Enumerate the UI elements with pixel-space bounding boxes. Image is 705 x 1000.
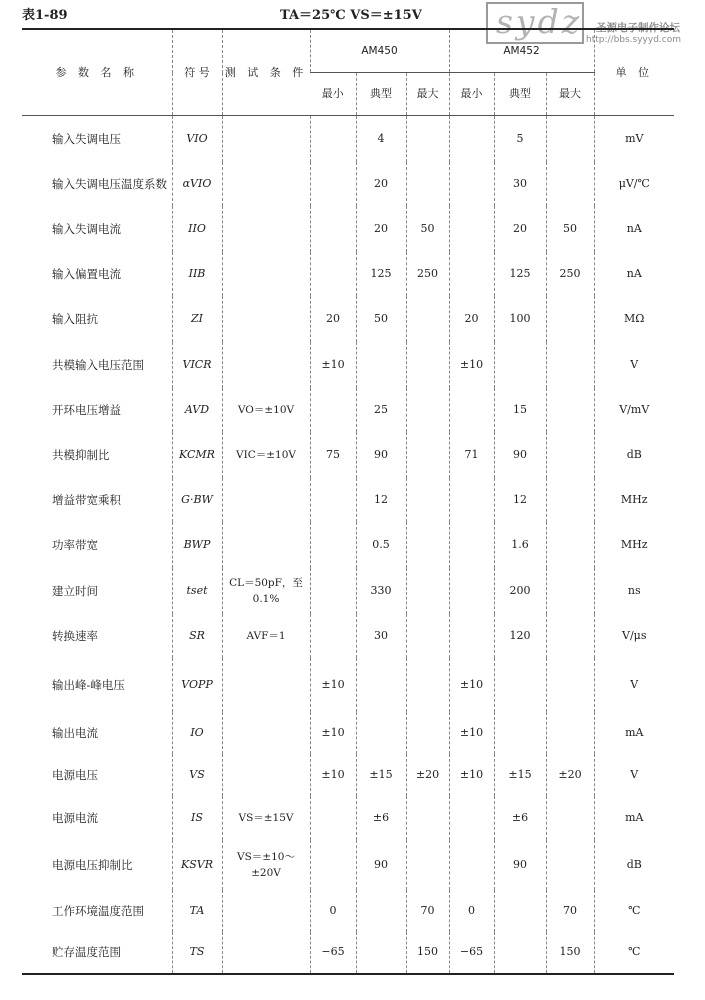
unit-cell: mA: [594, 712, 674, 754]
header-b-typ: 典型: [494, 73, 546, 116]
am450-min-cell: ±10: [310, 658, 356, 712]
am450-typ-cell: 30: [356, 614, 406, 658]
am450-min-cell: ±10: [310, 754, 356, 796]
param-cell: 贮存温度范围: [22, 932, 172, 974]
param-cell: 工作环境温度范围: [52, 903, 144, 918]
table-body: [22, 116, 674, 974]
am450-typ-cell: [356, 712, 406, 754]
spec-table: [22, 28, 674, 975]
am450-typ-cell: 125: [356, 252, 406, 296]
condition-cell: [222, 342, 310, 388]
unit-cell: mA: [594, 796, 674, 840]
am450-typ-cell: 20: [356, 162, 406, 206]
am450-max-cell: ±20: [406, 754, 449, 796]
unit-cell: MHz: [594, 478, 674, 522]
param-cell: 输入失调电压: [52, 131, 121, 146]
table-row: [22, 712, 674, 754]
am450-max-cell: [406, 796, 449, 840]
symbol-cell: KCMR: [172, 432, 222, 478]
am450-typ-cell: [356, 342, 406, 388]
am450-typ-cell: ±15: [356, 754, 406, 796]
param-cell: 电源电流: [52, 810, 98, 825]
param-cell: 开环电压增益: [52, 402, 121, 417]
table-row: [22, 388, 674, 432]
am452-typ-cell: ±6: [494, 796, 546, 840]
table-row: [22, 840, 674, 890]
header-b-max: 最大: [546, 73, 594, 116]
header-a-max: 最大: [406, 73, 449, 116]
am452-typ-cell: [494, 342, 546, 388]
am452-min-cell: 0: [449, 890, 494, 932]
am450-typ-cell: 4: [356, 116, 406, 162]
am450-typ-cell: 90: [356, 432, 406, 478]
am452-typ-cell: 90: [494, 432, 546, 478]
am450-max-cell: [406, 116, 449, 162]
symbol-cell: TS: [172, 932, 222, 974]
unit-cell: nA: [594, 252, 674, 296]
am450-min-cell: ±10: [310, 342, 356, 388]
am452-max-cell: [546, 658, 594, 712]
am452-min-cell: [449, 206, 494, 252]
am450-min-cell: −65: [310, 932, 356, 974]
am450-max-cell: 70: [406, 890, 449, 932]
unit-cell: V: [594, 754, 674, 796]
table-row: [22, 478, 674, 522]
symbol-cell: VS: [172, 754, 222, 796]
am452-max-cell: [546, 712, 594, 754]
unit-cell: V/μs: [594, 614, 674, 658]
am450-max-cell: [406, 432, 449, 478]
am450-typ-cell: 25: [356, 388, 406, 432]
header-a-min: 最小: [310, 73, 356, 116]
watermark-logo: sydz: [496, 2, 583, 41]
am450-max-cell: [406, 568, 449, 614]
condition-cell: AVF＝1: [222, 614, 310, 658]
am450-max-cell: 150: [406, 932, 449, 974]
header-param: 参 数 名 称: [22, 29, 172, 116]
am452-typ-cell: 15: [494, 388, 546, 432]
condition-cell: [222, 522, 310, 568]
symbol-cell: tset: [172, 568, 222, 614]
condition-cell: [222, 252, 310, 296]
table-row: [22, 252, 674, 296]
condition-cell: VS＝±10～±20V: [222, 840, 310, 890]
am450-min-cell: [310, 614, 356, 658]
symbol-cell: VIO: [172, 116, 222, 162]
table-row: [22, 296, 674, 342]
condition-cell: [222, 712, 310, 754]
am452-min-cell: [449, 568, 494, 614]
header-group-am450: AM450: [310, 29, 449, 73]
am450-max-cell: [406, 342, 449, 388]
am450-min-cell: [310, 206, 356, 252]
am452-max-cell: 150: [546, 932, 594, 974]
am450-typ-cell: 50: [356, 296, 406, 342]
am450-min-cell: 20: [310, 296, 356, 342]
am452-typ-cell: 100: [494, 296, 546, 342]
table-row: [22, 754, 674, 796]
test-condition-header: TA＝25℃ VS＝±15V: [280, 8, 422, 23]
am452-typ-cell: [494, 658, 546, 712]
am450-typ-cell: ±6: [356, 796, 406, 840]
am452-min-cell: [449, 840, 494, 890]
unit-cell: ns: [594, 568, 674, 614]
condition-cell: [222, 754, 310, 796]
am450-max-cell: [406, 658, 449, 712]
table-row: [22, 162, 674, 206]
symbol-cell: KSVR: [172, 840, 222, 890]
condition-cell: [222, 162, 310, 206]
symbol-cell: IIB: [172, 252, 222, 296]
am452-min-cell: ±10: [449, 712, 494, 754]
am452-max-cell: [546, 432, 594, 478]
param-cell: 共模输入电压范围: [52, 357, 144, 372]
am452-max-cell: [546, 614, 594, 658]
symbol-cell: G·BW: [172, 478, 222, 522]
condition-cell: CL＝50pF，至0.1%: [222, 568, 310, 614]
param-cell: 输出电流: [52, 725, 98, 740]
am452-max-cell: [546, 796, 594, 840]
symbol-cell: AVD: [172, 388, 222, 432]
header-symbol: 符 号: [172, 29, 222, 116]
unit-cell: mV: [594, 116, 674, 162]
am452-min-cell: [449, 478, 494, 522]
am452-typ-cell: 1.6: [494, 522, 546, 568]
am450-typ-cell: 90: [356, 840, 406, 890]
am450-min-cell: ±10: [310, 712, 356, 754]
am452-min-cell: ±10: [449, 342, 494, 388]
symbol-cell: VOPP: [172, 658, 222, 712]
am452-min-cell: [449, 522, 494, 568]
am452-max-cell: [546, 522, 594, 568]
table-number: 表1-89: [22, 8, 68, 23]
am452-min-cell: −65: [449, 932, 494, 974]
am450-typ-cell: [356, 932, 406, 974]
condition-cell: [222, 296, 310, 342]
am452-max-cell: [546, 116, 594, 162]
am452-typ-cell: 120: [494, 614, 546, 658]
am452-typ-cell: [494, 890, 546, 932]
am450-typ-cell: [356, 890, 406, 932]
param-cell: 功率带宽: [52, 537, 98, 552]
unit-cell: ℃: [594, 890, 674, 932]
symbol-cell: αVIO: [172, 162, 222, 206]
param-cell: 增益带宽乘积: [52, 492, 121, 507]
am450-max-cell: [406, 712, 449, 754]
am450-max-cell: [406, 522, 449, 568]
condition-cell: [222, 206, 310, 252]
unit-cell: dB: [594, 432, 674, 478]
am452-typ-cell: ±15: [494, 754, 546, 796]
am452-min-cell: 20: [449, 296, 494, 342]
am452-min-cell: [449, 252, 494, 296]
table-row: [22, 614, 674, 658]
table-row: [22, 432, 674, 478]
am452-min-cell: [449, 388, 494, 432]
table-row: [22, 116, 674, 162]
am452-typ-cell: 90: [494, 840, 546, 890]
watermark-url: http://bbs.syyyd.com: [586, 35, 682, 45]
unit-cell: MΩ: [594, 296, 674, 342]
param-cell: 转换速率: [52, 628, 98, 643]
header-group-am452: AM452: [449, 29, 594, 73]
table-row: [22, 658, 674, 712]
am450-min-cell: [310, 388, 356, 432]
am452-max-cell: 70: [546, 890, 594, 932]
condition-cell: [222, 932, 310, 974]
unit-cell: V: [594, 342, 674, 388]
header-row-top: [22, 29, 674, 73]
am452-min-cell: [449, 796, 494, 840]
am450-typ-cell: 330: [356, 568, 406, 614]
am452-typ-cell: 20: [494, 206, 546, 252]
am452-max-cell: 50: [546, 206, 594, 252]
am452-min-cell: 71: [449, 432, 494, 478]
am450-max-cell: [406, 162, 449, 206]
unit-cell: μV/℃: [594, 162, 674, 206]
header-b-min: 最小: [449, 73, 494, 116]
am450-max-cell: 50: [406, 206, 449, 252]
am450-max-cell: [406, 296, 449, 342]
am450-min-cell: 75: [310, 432, 356, 478]
am452-typ-cell: 125: [494, 252, 546, 296]
unit-cell: ℃: [594, 932, 674, 974]
table-row: [22, 522, 674, 568]
symbol-cell: BWP: [172, 522, 222, 568]
am450-min-cell: [310, 478, 356, 522]
am450-typ-cell: [356, 658, 406, 712]
am452-typ-cell: 12: [494, 478, 546, 522]
am450-min-cell: [310, 568, 356, 614]
table-row: [22, 796, 674, 840]
am452-max-cell: ±20: [546, 754, 594, 796]
unit-cell: MHz: [594, 522, 674, 568]
am452-min-cell: ±10: [449, 754, 494, 796]
am452-max-cell: 250: [546, 252, 594, 296]
symbol-cell: IS: [172, 796, 222, 840]
param-cell: 输入偏置电流: [52, 266, 121, 281]
am450-max-cell: 250: [406, 252, 449, 296]
param-cell: 输入阻抗: [52, 311, 98, 326]
condition-cell: VO＝±10V: [222, 388, 310, 432]
symbol-cell: ZI: [172, 296, 222, 342]
am450-min-cell: [310, 252, 356, 296]
unit-cell: V: [594, 658, 674, 712]
am452-min-cell: [449, 116, 494, 162]
param-cell: 电源电压: [52, 767, 98, 782]
condition-cell: [222, 658, 310, 712]
am452-min-cell: ±10: [449, 658, 494, 712]
am450-min-cell: [310, 840, 356, 890]
am452-typ-cell: 200: [494, 568, 546, 614]
unit-cell: V/mV: [594, 388, 674, 432]
unit-cell: nA: [594, 206, 674, 252]
am450-min-cell: [310, 162, 356, 206]
symbol-cell: TA: [172, 890, 222, 932]
am452-max-cell: [546, 840, 594, 890]
symbol-cell: IIO: [172, 206, 222, 252]
am450-typ-cell: 20: [356, 206, 406, 252]
am450-max-cell: [406, 840, 449, 890]
header-condition: 测 试 条 件: [222, 29, 310, 116]
am450-max-cell: [406, 478, 449, 522]
header-a-typ: 典型: [356, 73, 406, 116]
condition-cell: [222, 116, 310, 162]
am452-max-cell: [546, 296, 594, 342]
am450-min-cell: 0: [310, 890, 356, 932]
am452-max-cell: [546, 342, 594, 388]
param-cell: 建立时间: [52, 583, 98, 598]
symbol-cell: VICR: [172, 342, 222, 388]
table-row: [22, 206, 674, 252]
condition-cell: VIC＝±10V: [222, 432, 310, 478]
param-cell: 输入失调电流: [52, 221, 121, 236]
param-cell: 输入失调电压温度系数: [52, 176, 167, 191]
am452-max-cell: [546, 478, 594, 522]
param-cell: 电源电压抑制比: [52, 857, 133, 872]
am450-typ-cell: 12: [356, 478, 406, 522]
am452-max-cell: [546, 568, 594, 614]
am450-min-cell: [310, 522, 356, 568]
am450-min-cell: [310, 796, 356, 840]
condition-cell: [222, 478, 310, 522]
table-row: [22, 342, 674, 388]
condition-cell: VS＝±15V: [222, 796, 310, 840]
condition-cell: [222, 890, 310, 932]
am452-typ-cell: [494, 712, 546, 754]
header-unit: 单 位: [594, 29, 674, 116]
am452-min-cell: [449, 614, 494, 658]
param-cell: 共模抑制比: [52, 447, 110, 462]
param-cell: 输出峰-峰电压: [52, 677, 125, 692]
am452-max-cell: [546, 162, 594, 206]
unit-cell: dB: [594, 840, 674, 890]
am450-min-cell: [310, 116, 356, 162]
am450-max-cell: [406, 614, 449, 658]
watermark-site-name: 圣源电子制作论坛: [596, 22, 680, 34]
symbol-cell: SR: [172, 614, 222, 658]
am450-max-cell: [406, 388, 449, 432]
am452-typ-cell: 30: [494, 162, 546, 206]
table-row: [22, 890, 674, 932]
am452-max-cell: [546, 388, 594, 432]
table-row: [22, 568, 674, 614]
am452-typ-cell: [494, 932, 546, 974]
symbol-cell: IO: [172, 712, 222, 754]
am452-min-cell: [449, 162, 494, 206]
am450-typ-cell: 0.5: [356, 522, 406, 568]
table-row: [22, 932, 674, 974]
am452-typ-cell: 5: [494, 116, 546, 162]
